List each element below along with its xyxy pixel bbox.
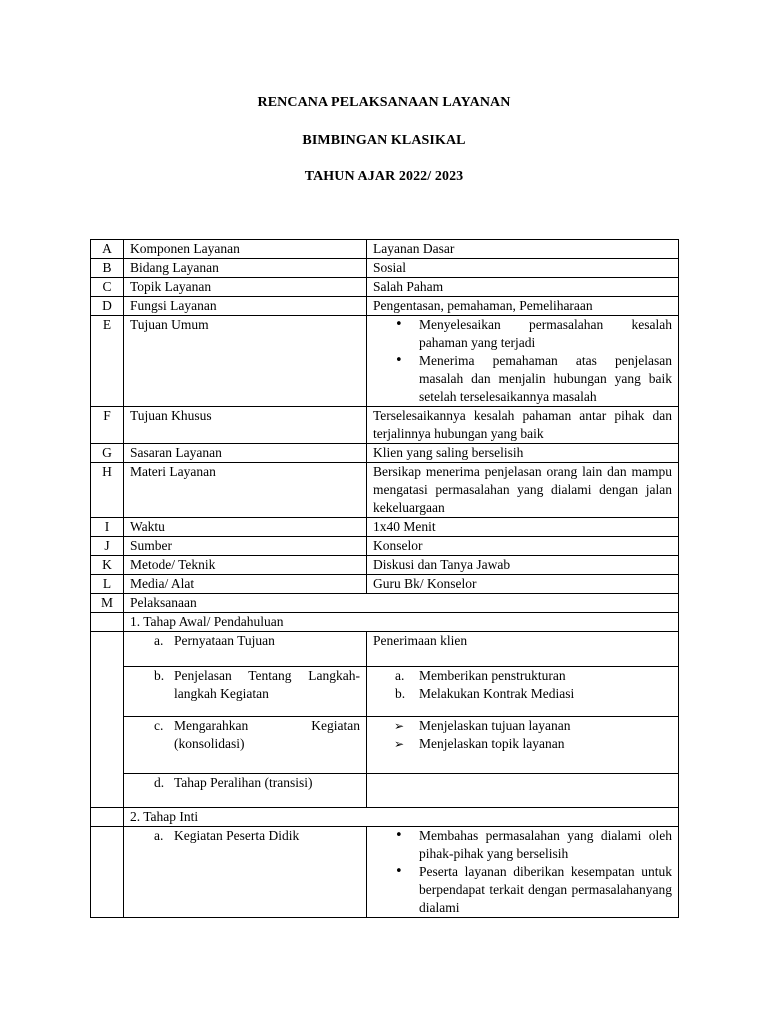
section-heading: 2. Tahap Inti [124, 808, 679, 827]
table-row-d [91, 297, 679, 316]
row-letter: A [91, 240, 124, 259]
list-item: b. Melakukan Kontrak Mediasi [395, 686, 575, 701]
table-row [91, 632, 679, 667]
step-value [367, 667, 679, 717]
row-value: Diskusi dan Tanya Jawab [367, 556, 679, 575]
row-value: Bersikap menerima penjelasan orang lain dan mampu mengatasi permasalahan yang dialami dengan jalan kekeluargaan [367, 463, 679, 518]
row-letter: B [91, 259, 124, 278]
row-letter: C [91, 278, 124, 297]
service-plan-table [90, 239, 679, 918]
list-item: • Membahas permasalahan yang dialami oleh pihak-pihak yang berselisih [373, 827, 672, 863]
row-letter: H [91, 463, 124, 518]
table-row-i [91, 518, 679, 537]
row-letter: K [91, 556, 124, 575]
step-text: Tahap Peralihan (transisi) [174, 775, 313, 790]
list-item: • Menerima pemahaman atas penjelasan masalah dan menjalin hubungan yang baik setelah terselesaikannya masalah [373, 352, 672, 406]
row-value [367, 316, 679, 407]
row-value: Konselor [367, 537, 679, 556]
row-label: Topik Layanan [124, 278, 367, 297]
step-value: Penerimaan klien [367, 632, 679, 667]
document-title: RENCANA PELAKSANAAN LAYANAN [257, 95, 511, 110]
row-label: Komponen Layanan [124, 240, 367, 259]
steps-list [373, 667, 672, 703]
row-letter: M [91, 594, 124, 613]
row-letter: G [91, 444, 124, 463]
row-letter: L [91, 575, 124, 594]
academic-year: TAHUN AJAR 2022/ 2023 [304, 169, 464, 184]
table-row-f [91, 407, 679, 444]
table-row-g [91, 444, 679, 463]
row-label: Materi Layanan [124, 463, 367, 518]
row-letter: I [91, 518, 124, 537]
step-label [124, 632, 367, 667]
row-label: Waktu [124, 518, 367, 537]
row-label: Tujuan Umum [124, 316, 367, 407]
section-heading-row [91, 613, 679, 632]
row-value: Guru Bk/ Konselor [367, 575, 679, 594]
table-row-c [91, 278, 679, 297]
step-marker: a. [154, 828, 164, 843]
row-value: Pengentasan, pemahaman, Pemeliharaan [367, 297, 679, 316]
step-value [367, 774, 679, 808]
step-text: Kegiatan Peserta Didik [174, 828, 300, 843]
table-row-l [91, 575, 679, 594]
table-row-j [91, 537, 679, 556]
row-label: Pelaksanaan [124, 594, 679, 613]
row-letter: D [91, 297, 124, 316]
list-item: a. Memberikan penstrukturan [395, 668, 566, 683]
list-item: • Peserta layanan diberikan kesempatan untuk berpendapat terkait dengan permasalahanyang dialami [373, 863, 672, 917]
table-row-m [91, 594, 679, 613]
list-item: • Menyelesaikan permasalahan kesalah pahaman yang terjadi [373, 316, 672, 352]
row-label: Fungsi Layanan [124, 297, 367, 316]
table-row-b [91, 259, 679, 278]
row-value: Salah Paham [367, 278, 679, 297]
row-letter: J [91, 537, 124, 556]
table-row-e [91, 316, 679, 407]
row-label: Sumber [124, 537, 367, 556]
step-label [124, 667, 367, 717]
table-row [91, 774, 679, 808]
row-value: Terselesaikannya kesalah pahaman antar pihak dan terjalinnya hubungan yang baik [367, 407, 679, 444]
row-letter: F [91, 407, 124, 444]
document-subtitle: BIMBINGAN KLASIKAL [302, 133, 466, 148]
row-value: 1x40 Menit [367, 518, 679, 537]
table-row [91, 827, 679, 918]
list-item: ➢ Menjelaskan topik layanan [373, 735, 672, 753]
table-row [91, 717, 679, 774]
row-label: Metode/ Teknik [124, 556, 367, 575]
step-marker: d. [154, 775, 165, 790]
row-value: Layanan Dasar [367, 240, 679, 259]
step-label [124, 827, 367, 918]
table-row-h [91, 463, 679, 518]
step-text: Pernyataan Tujuan [174, 633, 275, 648]
step-label [124, 717, 367, 774]
section-heading: 1. Tahap Awal/ Pendahuluan [124, 613, 679, 632]
row-value: Sosial [367, 259, 679, 278]
step-label [124, 774, 367, 808]
steps-list [373, 717, 672, 753]
table-row-a [91, 240, 679, 259]
general-goals-list [373, 316, 672, 406]
row-label: Bidang Layanan [124, 259, 367, 278]
step-marker: b. [154, 668, 165, 683]
row-letter: E [91, 316, 124, 407]
list-item: ➢ Menjelaskan tujuan layanan [373, 717, 672, 735]
step-value [367, 827, 679, 918]
step-marker: a. [154, 633, 164, 648]
step-text: Mengarahkan Kegiatan (konsolidasi) [174, 718, 360, 751]
table-row [91, 667, 679, 717]
table-row-k [91, 556, 679, 575]
row-value: Klien yang saling berselisih [367, 444, 679, 463]
step-marker: c. [154, 718, 164, 733]
row-label: Media/ Alat [124, 575, 367, 594]
step-text: Penjelasan Tentang Langkah-langkah Kegiatan [174, 668, 360, 701]
activity-list [373, 827, 672, 917]
row-label: Tujuan Khusus [124, 407, 367, 444]
step-value [367, 717, 679, 774]
section-heading-row [91, 808, 679, 827]
row-label: Sasaran Layanan [124, 444, 367, 463]
